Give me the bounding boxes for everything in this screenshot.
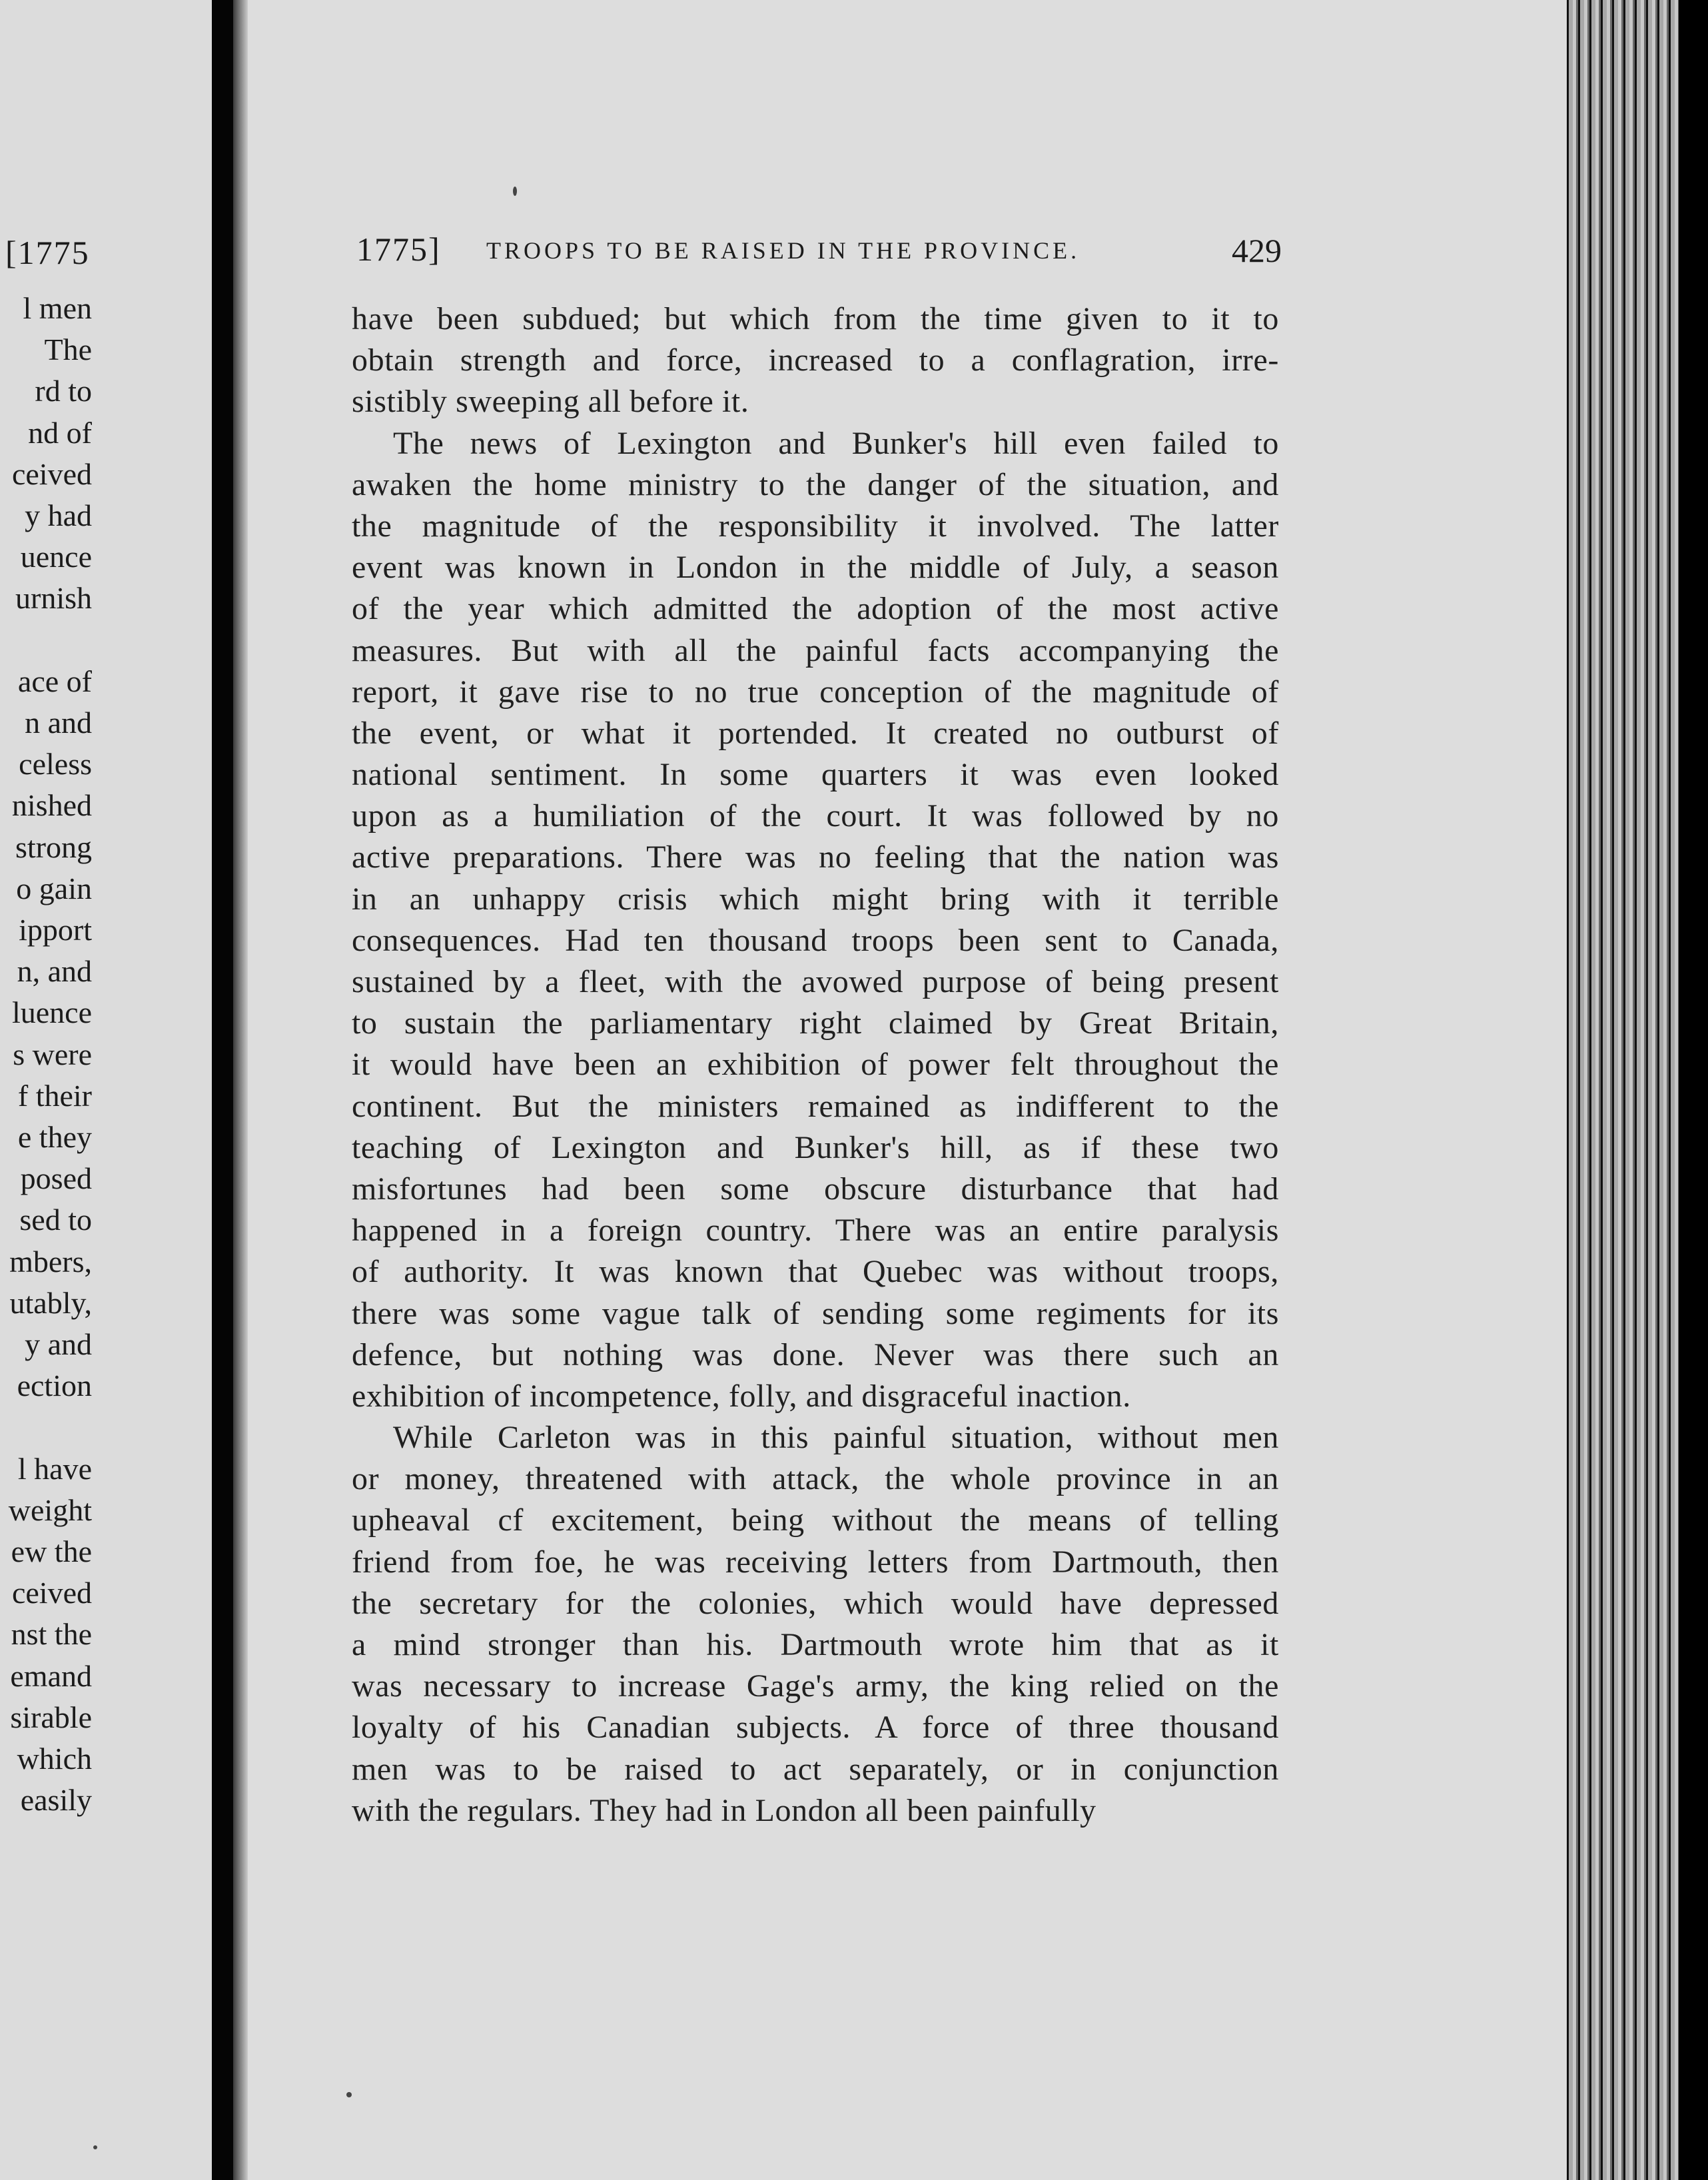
text-line: with the regulars. They had in London all been painfully bbox=[352, 1792, 1096, 1828]
text-line: upheaval cf excitement, being without the means of telling bbox=[352, 1502, 1279, 1538]
previous-page-line: l have bbox=[17, 1451, 92, 1486]
previous-page-line: celess bbox=[19, 747, 92, 782]
text-line: obtain strength and force, increased to a conflagration, irre- bbox=[352, 342, 1279, 378]
previous-page-line: l men bbox=[23, 291, 92, 325]
running-head-year: 1775] bbox=[356, 231, 441, 268]
previous-page-line: emand bbox=[10, 1658, 92, 1693]
text-line: the magnitude of the responsibility it involved. The latter bbox=[352, 508, 1279, 544]
text-line: friend from foe, he was receiving letters from Dartmouth, then bbox=[352, 1544, 1279, 1580]
previous-page-line: urnish bbox=[15, 581, 92, 616]
text-line: have been subdued; but which from the time given to it to bbox=[352, 301, 1279, 336]
previous-page-line: e they bbox=[17, 1120, 92, 1154]
paragraph bbox=[352, 423, 1279, 1418]
previous-page-line: ew the bbox=[11, 1534, 92, 1568]
previous-page-line: weight bbox=[8, 1492, 92, 1527]
text-line: in an unhappy crisis which might bring with it terrible bbox=[352, 881, 1279, 917]
previous-page-line: nst the bbox=[11, 1617, 92, 1652]
paragraph bbox=[352, 1417, 1279, 1832]
text-line: defence, but nothing was done. Never was there such an bbox=[352, 1337, 1279, 1372]
previous-page-line: f their bbox=[17, 1078, 92, 1113]
text-line: was necessary to increase Gage's army, the king relied on the bbox=[352, 1668, 1279, 1704]
text-line: consequences. Had ten thousand troops been sent to Canada, bbox=[352, 922, 1279, 958]
text-line: active preparations. There was no feeling that the nation was bbox=[352, 839, 1279, 875]
previous-page-header: [1775 bbox=[5, 234, 90, 271]
previous-page-line: ection bbox=[17, 1368, 92, 1403]
text-line: happened in a foreign country. There was an entire paralysis bbox=[352, 1213, 1279, 1249]
previous-page-line: rd to bbox=[35, 374, 92, 408]
previous-page-line: n and bbox=[25, 706, 92, 740]
previous-page-line: mbers, bbox=[9, 1244, 92, 1279]
previous-page-line: n, and bbox=[17, 954, 92, 989]
previous-page-line: nd of bbox=[28, 415, 92, 450]
previous-page-line: ipport bbox=[19, 913, 92, 947]
text-line: sistibly sweeping all before it. bbox=[352, 384, 749, 420]
previous-page-line: posed bbox=[20, 1161, 92, 1196]
binding-shadow bbox=[233, 0, 249, 2180]
text-line: of authority. It was known that Quebec was without troops, bbox=[352, 1254, 1279, 1290]
text-line: the event, or what it portended. It created no outburst of bbox=[352, 715, 1279, 751]
text-line: the secretary for the colonies, which would have depressed bbox=[352, 1585, 1279, 1621]
running-head bbox=[356, 230, 1292, 270]
running-head-title: TROOPS TO BE RAISED IN THE PROVINCE. bbox=[486, 237, 1080, 264]
previous-page-line: ceived bbox=[11, 1576, 92, 1610]
scan-border bbox=[1679, 0, 1708, 2180]
previous-page-line: The bbox=[44, 332, 92, 367]
text-line: sustained by a fleet, with the avowed purpose of being present bbox=[352, 964, 1279, 999]
text-line: teaching of Lexington and Bunker's hill, as if these two bbox=[352, 1129, 1279, 1165]
previous-page-line: ace of bbox=[17, 664, 92, 698]
speck bbox=[513, 187, 517, 196]
text-line: a mind stronger than his. Dartmouth wrote him that as it bbox=[352, 1627, 1279, 1662]
previous-page-line: nished bbox=[11, 788, 92, 823]
previous-page bbox=[0, 0, 212, 2180]
speck bbox=[346, 2092, 352, 2097]
previous-page-line: strong bbox=[15, 829, 92, 864]
text-line: there was some vague talk of sending some regiments for its bbox=[352, 1295, 1279, 1331]
text-line: of the year which admitted the adoption of the most active bbox=[352, 591, 1279, 627]
previous-page-line: luence bbox=[11, 995, 92, 1030]
speck bbox=[93, 2145, 97, 2149]
text-line: event was known in London in the middle of July, a season bbox=[352, 550, 1279, 586]
text-line: continent. But the ministers remained as indifferent to the bbox=[352, 1088, 1279, 1124]
text-line: or money, threatened with attack, the whole province in an bbox=[352, 1461, 1279, 1497]
previous-page-line: sed to bbox=[19, 1203, 92, 1237]
previous-page-line: s were bbox=[13, 1037, 92, 1071]
text-line: national sentiment. In some quarters it was even looked bbox=[352, 757, 1279, 793]
text-line: loyalty of his Canadian subjects. A force of three thousand bbox=[352, 1710, 1279, 1746]
text-line: men was to be raised to act separately, or in conjunction bbox=[352, 1751, 1279, 1787]
previous-page-line: which bbox=[17, 1742, 92, 1776]
previous-page-line: utably, bbox=[9, 1285, 92, 1320]
previous-page-line: ceived bbox=[11, 456, 92, 491]
text-line: While Carleton was in this painful situation, without men bbox=[393, 1420, 1279, 1456]
text-line: to sustain the parliamentary right claimed by Great Britain, bbox=[352, 1005, 1279, 1041]
text-line: report, it gave rise to no true conception of the magnitude of bbox=[352, 674, 1279, 710]
text-line: it would have been an exhibition of power felt throughout the bbox=[352, 1047, 1279, 1083]
text-line: measures. But with all the painful facts accompanying the bbox=[352, 632, 1279, 668]
text-line: exhibition of incompetence, folly, and disgraceful inaction. bbox=[352, 1378, 1131, 1414]
page-body-text bbox=[352, 298, 1279, 1832]
page-number: 429 bbox=[1232, 232, 1282, 269]
paragraph bbox=[352, 298, 1279, 423]
text-line: upon as a humiliation of the court. It was followed by no bbox=[352, 798, 1279, 834]
text-line: The news of Lexington and Bunker's hill even failed to bbox=[393, 425, 1279, 461]
previous-page-line: y had bbox=[25, 498, 92, 532]
previous-page-line: o gain bbox=[16, 871, 92, 905]
previous-page-line: uence bbox=[20, 540, 92, 574]
previous-page-line: y and bbox=[25, 1327, 92, 1361]
text-line: awaken the home ministry to the danger of the situation, and bbox=[352, 466, 1279, 502]
previous-page-line: easily bbox=[20, 1783, 92, 1818]
text-line: misfortunes had been some obscure disturbance that had bbox=[352, 1171, 1279, 1207]
book-binding bbox=[212, 0, 233, 2180]
previous-page-line: sirable bbox=[10, 1700, 92, 1734]
